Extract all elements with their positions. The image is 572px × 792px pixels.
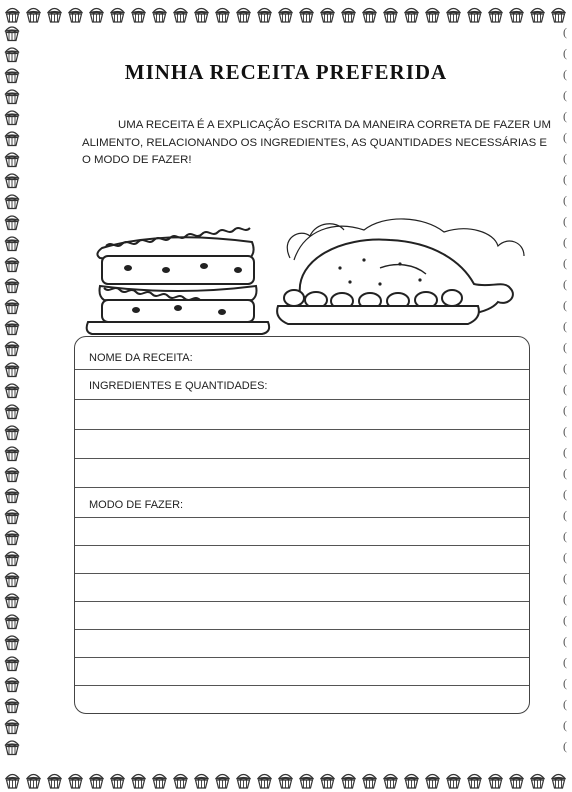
cupcake-icon — [254, 4, 275, 24]
cupcake-icon — [2, 316, 22, 337]
cupcake-icon — [380, 4, 401, 24]
method-line[interactable] — [75, 601, 529, 602]
cupcake-icon — [65, 770, 86, 790]
cupcake-icon — [2, 770, 23, 790]
cupcake-icon — [212, 4, 233, 24]
recipe-name-line[interactable] — [75, 369, 529, 370]
cupcake-icon — [275, 4, 296, 24]
paren-mark-icon: ( — [563, 130, 567, 144]
paren-mark-icon: ( — [563, 571, 567, 585]
paren-mark-icon: ( — [563, 445, 567, 459]
cupcake-icon — [527, 4, 548, 24]
cupcake-icon — [338, 770, 359, 790]
bottom-cupcake-border — [2, 770, 570, 790]
food-illustration — [80, 198, 540, 348]
cupcake-icon — [359, 770, 380, 790]
cupcake-icon — [317, 4, 338, 24]
method-line[interactable] — [75, 545, 529, 546]
paren-mark-icon: ( — [563, 256, 567, 270]
method-line[interactable] — [75, 685, 529, 686]
cupcake-icon — [548, 4, 569, 24]
paren-mark-icon: ( — [563, 676, 567, 690]
cupcake-icon — [338, 4, 359, 24]
page-title: MINHA RECEITA PREFERIDA — [124, 60, 448, 84]
paren-mark-icon: ( — [563, 361, 567, 375]
cupcake-icon — [485, 4, 506, 24]
ingredients-label: INGREDIENTES E QUANTIDADES: — [89, 380, 268, 392]
cupcake-icon — [65, 4, 86, 24]
cupcake-icon — [2, 652, 22, 673]
cupcake-icon — [2, 337, 22, 358]
cupcake-icon — [2, 463, 22, 484]
roast-chicken-platter-icon — [277, 219, 524, 324]
cupcake-icon — [2, 631, 22, 652]
paren-mark-icon: ( — [563, 739, 567, 753]
cupcake-icon — [23, 4, 44, 24]
method-label: MODO DE FAZER: — [89, 499, 184, 511]
left-cupcake-border — [2, 22, 22, 770]
cupcake-icon — [2, 673, 22, 694]
paren-mark-icon: ( — [563, 46, 567, 60]
cupcake-icon — [86, 4, 107, 24]
cupcake-icon — [2, 505, 22, 526]
cupcake-icon — [464, 770, 485, 790]
cupcake-icon — [506, 770, 527, 790]
paren-mark-icon: ( — [563, 25, 567, 39]
cupcake-icon — [128, 770, 149, 790]
paren-mark-icon: ( — [563, 529, 567, 543]
recipe-name-label: NOME DA RECEITA: — [89, 352, 193, 364]
cupcake-icon — [23, 770, 44, 790]
cupcake-icon — [506, 4, 527, 24]
cupcake-icon — [443, 770, 464, 790]
ingredients-line[interactable] — [75, 399, 529, 400]
cupcake-icon — [2, 526, 22, 547]
cupcake-icon — [401, 770, 422, 790]
paren-mark-icon: ( — [563, 655, 567, 669]
paren-mark-icon: ( — [563, 592, 567, 606]
cupcake-icon — [2, 253, 22, 274]
cupcake-icon — [2, 211, 22, 232]
cupcake-icon — [2, 127, 22, 148]
cupcake-icon — [191, 4, 212, 24]
ingredients-line[interactable] — [75, 487, 529, 488]
paren-mark-icon: ( — [563, 550, 567, 564]
cupcake-icon — [2, 484, 22, 505]
cupcake-icon — [2, 694, 22, 715]
method-line[interactable] — [75, 517, 529, 518]
cupcake-icon — [2, 547, 22, 568]
cupcake-icon — [2, 106, 22, 127]
cupcake-icon — [2, 442, 22, 463]
cupcake-icon — [443, 4, 464, 24]
paren-mark-icon: ( — [563, 613, 567, 627]
cupcake-icon — [2, 85, 22, 106]
layer-cake-icon — [87, 228, 269, 334]
method-line[interactable] — [75, 657, 529, 658]
cupcake-icon — [296, 770, 317, 790]
ingredients-line[interactable] — [75, 458, 529, 459]
cupcake-icon — [2, 295, 22, 316]
cupcake-icon — [2, 232, 22, 253]
paren-mark-icon: ( — [563, 718, 567, 732]
cupcake-icon — [44, 770, 65, 790]
paren-mark-icon: ( — [563, 88, 567, 102]
cupcake-icon — [275, 770, 296, 790]
paren-mark-icon: ( — [563, 109, 567, 123]
cupcake-icon — [44, 4, 65, 24]
cupcake-icon — [2, 736, 22, 757]
paren-mark-icon: ( — [563, 277, 567, 291]
cupcake-icon — [170, 4, 191, 24]
cupcake-icon — [422, 770, 443, 790]
cupcake-icon — [2, 190, 22, 211]
cupcake-icon — [317, 770, 338, 790]
cupcake-icon — [380, 770, 401, 790]
cupcake-icon — [464, 4, 485, 24]
cupcake-icon — [149, 4, 170, 24]
cupcake-icon — [128, 4, 149, 24]
cupcake-icon — [233, 770, 254, 790]
cupcake-icon — [107, 4, 128, 24]
cupcake-icon — [2, 568, 22, 589]
cupcake-icon — [2, 169, 22, 190]
paren-mark-icon: ( — [563, 466, 567, 480]
cupcake-icon — [2, 22, 22, 43]
cupcake-icon — [2, 4, 23, 24]
method-line[interactable] — [75, 629, 529, 630]
cupcake-icon — [2, 148, 22, 169]
paren-mark-icon: ( — [563, 67, 567, 81]
paren-mark-icon: ( — [563, 424, 567, 438]
cupcake-icon — [359, 4, 380, 24]
paren-mark-icon: ( — [563, 319, 567, 333]
cupcake-icon — [527, 770, 548, 790]
cupcake-icon — [401, 4, 422, 24]
paren-mark-icon: ( — [563, 193, 567, 207]
ingredients-line[interactable] — [75, 429, 529, 430]
cupcake-icon — [2, 610, 22, 631]
cupcake-icon — [2, 421, 22, 442]
paren-mark-icon: ( — [563, 382, 567, 396]
paren-mark-icon: ( — [563, 298, 567, 312]
paren-mark-icon: ( — [563, 403, 567, 417]
cupcake-icon — [2, 400, 22, 421]
paren-mark-icon: ( — [563, 487, 567, 501]
method-line[interactable] — [75, 573, 529, 574]
cupcake-icon — [2, 274, 22, 295]
paren-mark-icon: ( — [563, 235, 567, 249]
cupcake-icon — [2, 589, 22, 610]
cupcake-icon — [212, 770, 233, 790]
cupcake-icon — [254, 770, 275, 790]
cupcake-icon — [2, 715, 22, 736]
paren-mark-icon: ( — [563, 634, 567, 648]
cupcake-icon — [2, 358, 22, 379]
paren-mark-icon: ( — [563, 172, 567, 186]
cupcake-icon — [233, 4, 254, 24]
cupcake-icon — [107, 770, 128, 790]
recipe-form-card — [74, 336, 530, 714]
cupcake-icon — [149, 770, 170, 790]
cupcake-icon — [422, 4, 443, 24]
paren-mark-icon: ( — [563, 697, 567, 711]
top-cupcake-border — [2, 4, 570, 24]
paren-mark-icon: ( — [563, 214, 567, 228]
intro-paragraph: UMA RECEITA É A EXPLICAÇÃO ESCRITA DA MANEIRA CORRETA DE FAZER UM ALIMENTO, RELACIONANDO OS INGREDIENTES, AS QUANTIDADES NECESSÁRIAS E O MODO DE FAZER! — [82, 119, 551, 166]
right-dotted-border — [558, 22, 572, 770]
cupcake-icon — [191, 770, 212, 790]
paren-mark-icon: ( — [563, 151, 567, 165]
paren-mark-icon: ( — [563, 340, 567, 354]
cupcake-icon — [170, 770, 191, 790]
cupcake-icon — [2, 379, 22, 400]
paren-mark-icon: ( — [563, 508, 567, 522]
cupcake-icon — [485, 770, 506, 790]
cupcake-icon — [548, 770, 569, 790]
cupcake-icon — [86, 770, 107, 790]
cupcake-icon — [296, 4, 317, 24]
